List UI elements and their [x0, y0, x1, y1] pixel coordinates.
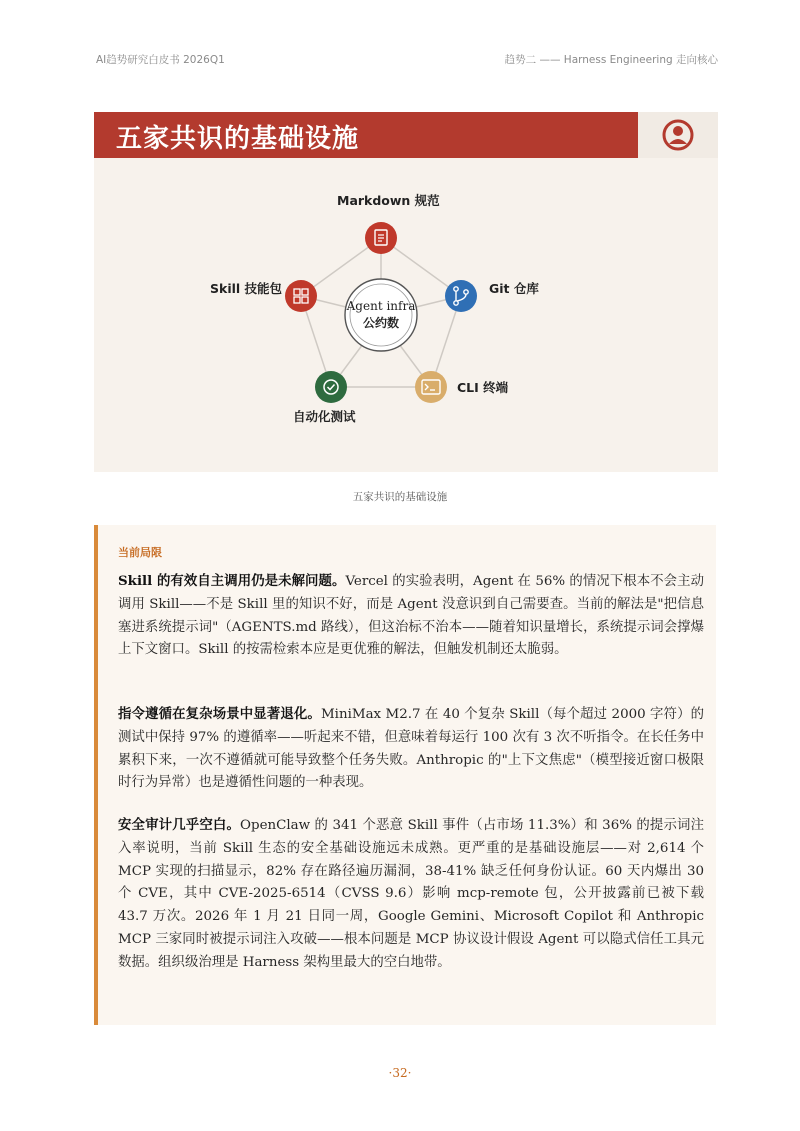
node-label-cli: CLI 终端	[457, 380, 509, 395]
node-label-skill: Skill 技能包	[210, 281, 283, 296]
center-label-line1: Agent infra	[346, 299, 416, 313]
limitations-title: 当前局限	[118, 546, 162, 559]
center-label-line2: 公约数	[362, 316, 399, 330]
paragraph-instruction-following	[118, 703, 704, 795]
paragraph-skill-invocation	[118, 570, 704, 662]
logo-box	[638, 112, 718, 158]
paragraph-security-audit	[118, 814, 704, 975]
infrastructure-figure	[94, 112, 718, 472]
paragraph-lead: 安全审计几乎空白。	[118, 817, 241, 833]
header-left: AI趋势研究白皮书 2026Q1	[96, 54, 225, 66]
node-git	[445, 280, 477, 312]
brand-logo-icon	[660, 118, 696, 152]
node-label-testing: 自动化测试	[293, 409, 356, 424]
node-cli	[415, 371, 447, 403]
page-number: ·32·	[388, 1066, 412, 1080]
paragraph-lead: Skill 的有效自主调用仍是未解问题。	[118, 573, 346, 589]
paragraph-body: OpenClaw 的 341 个恶意 Skill 事件（占市场 11.3%）和 36% 的提示词注入率说明，当前 Skill 生态的安全基础设施远未成熟。更严重的是基础设施层——对 2,614 个 MCP 实现的扫描显示，82% 存在路径遍历漏洞，38-41% 缺乏任何身份认证。60 天内爆出 30 个 CVE，其中 CVE-2025-6514（CVSS 9.6）影响 mcp-remote 包，公开披露前已被下载 43.7 万次。2026 年 1 月 21 日同一周，Google Gemini、Microsoft Copilot 和 Anthropic MCP 三家同时被提示词注入攻破——根本问题是 MCP 协议设计假设 Agent 可以隐式信任工具元数据。组织级治理是 Harness 架构里最大的空白地带。	[118, 818, 704, 970]
node-markdown	[365, 222, 397, 254]
figure-caption: 五家共识的基础设施	[352, 491, 448, 503]
paragraph-body: MiniMax M2.7 在 40 个复杂 Skill（每个超过 2000 字符）的测试中保持 97% 的遵循率——听起来不错，但意味着每运行 100 次有 3 次不听指令。在长任务中累积下来，一次不遵循就可能导致整个任务失败。Anthropic 的"上下文焦虑"（模型接近窗口极限时行为异常）也是遵循性问题的一种表现。	[118, 707, 705, 791]
limitations-box	[94, 525, 716, 1025]
node-testing	[315, 371, 347, 403]
paragraph-lead: 指令遵循在复杂场景中显著退化。	[118, 706, 321, 722]
header-right: 趋势二 —— Harness Engineering 走向核心	[504, 54, 718, 66]
figure-title: 五家共识的基础设施	[116, 124, 360, 154]
node-label-markdown: Markdown 规范	[337, 193, 440, 208]
paragraph-body: Vercel 的实验表明，Agent 在 56% 的情况下根本不会主动调用 Skill——不是 Skill 里的知识不好，而是 Agent 没意识到自己需要查。当前的解法是"把信息塞进系统提示词"（AGENTS.md 路线），但这治标不治本——随着知识量增长，系统提示词会撑爆上下文窗口。Skill 的按需检索本应是更优雅的解法，但触发机制还太脆弱。	[118, 574, 704, 658]
figure-banner	[94, 112, 718, 158]
node-skill	[285, 280, 317, 312]
node-label-git: Git 仓库	[489, 281, 539, 296]
